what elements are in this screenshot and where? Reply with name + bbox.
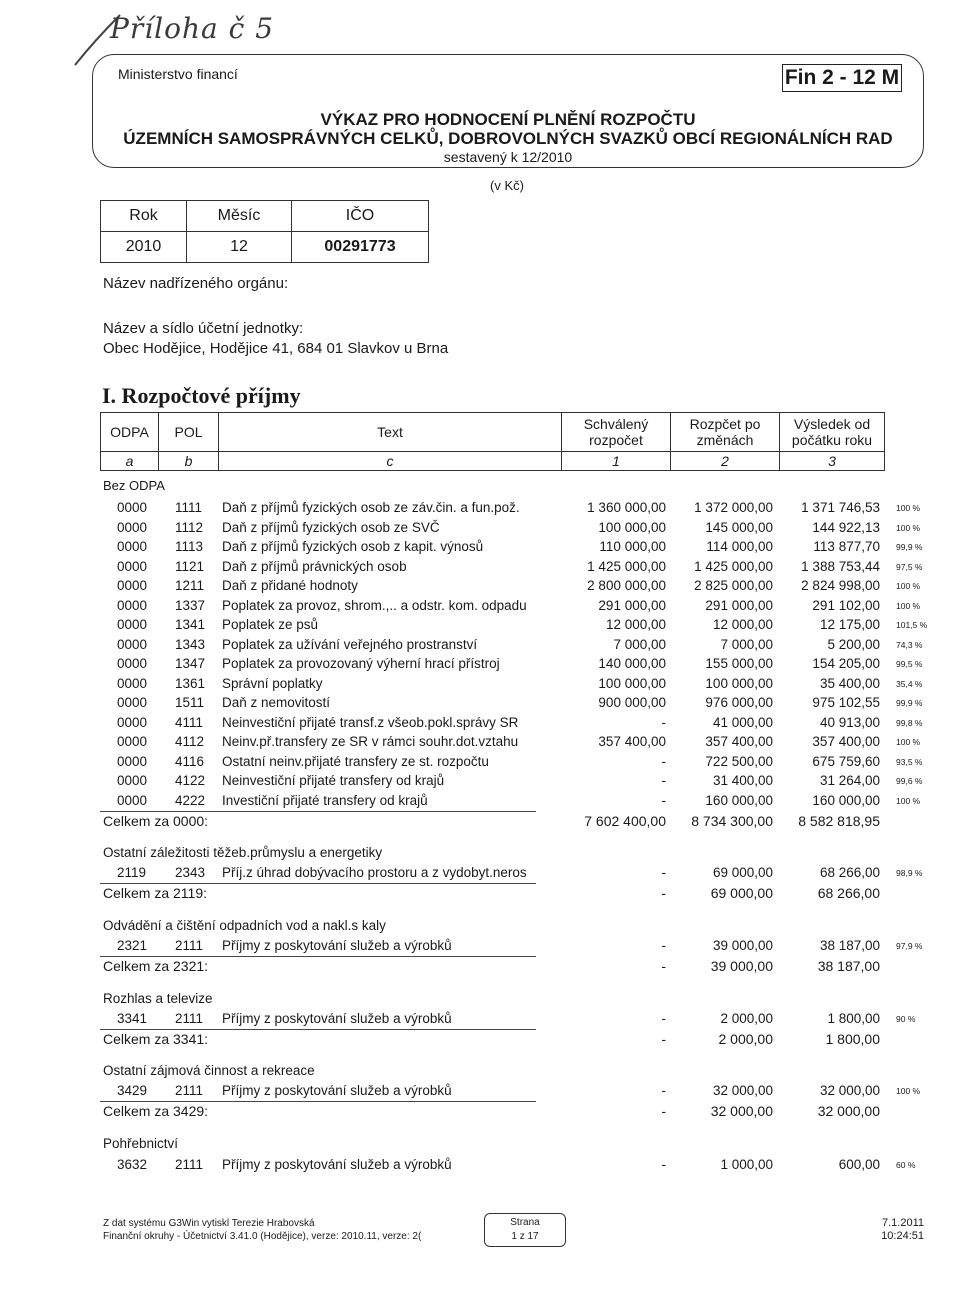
group-title: Rozhlas a televize — [103, 991, 213, 1006]
col-schvaleny-line1: Schválený — [583, 416, 649, 432]
row-schvaleny: 357 400,00 — [598, 734, 666, 749]
col-index-c: c — [219, 452, 562, 471]
total-row-2321 — [0, 958, 960, 978]
row-odpa: 0000 — [117, 500, 148, 515]
total-label: Celkem za 2321: — [103, 958, 209, 974]
section-title: I. Rozpočtové příjmy — [102, 383, 301, 408]
row-vysledek: 160 000,00 — [812, 792, 880, 808]
col-schvaleny-line2: rozpočet — [589, 432, 643, 448]
row-vysledek: 1 800,00 — [827, 1011, 880, 1026]
col-vysledek-line2: počátku roku — [791, 432, 873, 448]
nadrizeny-organ-label: Název nadřízeného orgánu: — [103, 275, 289, 292]
col-pol: POL — [159, 413, 219, 452]
mesic-value: 12 — [187, 232, 292, 263]
row-schvaleny: 1 425 000,00 — [587, 558, 666, 574]
table-row — [0, 938, 960, 958]
table-row — [0, 559, 960, 579]
row-percent: 100 % — [896, 581, 921, 591]
row-pol: 1111 — [175, 500, 203, 515]
print-date: 7.1.2011 — [881, 1217, 924, 1229]
row-pol: 1341 — [175, 617, 206, 632]
row-pol: 4116 — [175, 753, 205, 769]
row-text: Daň z příjmů právnických osob — [222, 558, 407, 574]
row-pol: 1113 — [175, 539, 204, 554]
row-percent: 100 % — [896, 737, 921, 747]
total-row-3429 — [0, 1103, 960, 1123]
table-row — [0, 695, 960, 715]
ucetni-jednotka-value: Obec Hodějice, Hodějice 41, 684 01 Slavkov u Brna — [103, 340, 449, 357]
group-title: Ostatní zájmová činnost a rekreace — [103, 1063, 315, 1078]
row-text: Příj.z úhrad dobývacího prostoru a z vydobyt.neros — [222, 865, 527, 880]
print-timestamp — [854, 1217, 924, 1243]
footer-printed-by: Z dat systému G3Win vytiskl Terezie Hrabovská — [103, 1218, 315, 1229]
row-percent: 100 % — [896, 503, 921, 513]
row-vysledek: 144 922,13 — [812, 519, 880, 535]
row-pol: 1211 — [175, 578, 205, 593]
row-text: Poplatek za provoz, shrom.,.. a odstr. kom. odpadu — [222, 597, 527, 613]
row-vysledek: 38 187,00 — [819, 938, 880, 953]
row-schvaleny: - — [661, 865, 666, 880]
row-pol: 1511 — [175, 695, 205, 710]
total-divider — [100, 883, 536, 884]
table-row — [0, 1083, 960, 1103]
total-vysledek: 68 266,00 — [817, 885, 880, 901]
row-percent: 99,5 % — [896, 659, 923, 669]
row-percent: 99,8 % — [896, 717, 923, 728]
row-percent: 101,5 % — [896, 620, 928, 630]
row-po-zmenach: 31 400,00 — [712, 773, 773, 788]
row-text: Investiční přijaté transfery od krajů — [222, 792, 428, 808]
row-odpa: 0000 — [117, 753, 148, 769]
total-vysledek: 38 187,00 — [817, 958, 880, 974]
row-odpa: 3341 — [117, 1011, 148, 1026]
row-percent: 100 % — [896, 1086, 921, 1096]
table-row — [0, 676, 960, 696]
row-pol: 2111 — [175, 1083, 204, 1098]
row-schvaleny: 1 360 000,00 — [587, 500, 666, 515]
row-po-zmenach: 722 500,00 — [705, 753, 773, 769]
row-po-zmenach: 160 000,00 — [705, 792, 773, 808]
row-pol: 1121 — [175, 558, 205, 574]
row-text: Příjmy z poskytování služeb a výrobků — [222, 938, 452, 953]
total-divider — [100, 1029, 536, 1030]
row-pol: 4222 — [175, 792, 206, 808]
row-percent: 99,9 % — [896, 698, 923, 708]
row-vysledek: 600,00 — [838, 1157, 880, 1172]
footer-print-info — [103, 1217, 421, 1243]
handwritten-note: Příloha č 5 — [110, 12, 275, 45]
table-row — [0, 734, 960, 754]
row-odpa: 0000 — [117, 519, 148, 535]
col-index-a: a — [101, 452, 159, 471]
table-row — [0, 617, 960, 637]
row-pol: 2111 — [175, 938, 204, 953]
col-index-3: 3 — [780, 452, 885, 471]
period-id-table — [100, 200, 429, 263]
currency-units: (v Kč) — [490, 178, 524, 193]
col-po-zmenach-line2: změnách — [696, 432, 754, 448]
row-schvaleny: 900 000,00 — [598, 695, 666, 710]
row-text: Poplatek ze psů — [222, 617, 319, 632]
row-vysledek: 2 824 998,00 — [801, 578, 880, 593]
total-schvaleny: - — [661, 1031, 666, 1047]
total-vysledek: 1 800,00 — [825, 1031, 880, 1047]
total-po-zmenach: 8 734 300,00 — [691, 813, 773, 829]
row-percent: 97,9 % — [896, 941, 923, 951]
col-odpa: ODPA — [101, 413, 159, 452]
row-vysledek: 975 102,55 — [812, 695, 880, 710]
row-schvaleny: - — [661, 1157, 666, 1172]
total-vysledek: 32 000,00 — [817, 1103, 880, 1119]
total-vysledek: 8 582 818,95 — [798, 813, 880, 829]
row-vysledek: 1 371 746,53 — [801, 500, 880, 515]
row-po-zmenach: 291 000,00 — [705, 597, 773, 613]
print-time: 10:24:51 — [881, 1230, 924, 1242]
row-po-zmenach: 100 000,00 — [705, 675, 773, 691]
row-schvaleny: - — [661, 1011, 666, 1026]
row-odpa: 0000 — [117, 675, 148, 691]
row-pol: 1337 — [175, 597, 206, 613]
ico-label: IČO — [292, 201, 429, 232]
bez-odpa-label: Bez ODPA — [103, 478, 165, 493]
row-schvaleny: 100 000,00 — [598, 675, 666, 691]
row-odpa: 0000 — [117, 734, 148, 749]
row-odpa: 0000 — [117, 656, 148, 671]
row-pol: 4122 — [175, 773, 206, 788]
row-percent: 97,5 % — [896, 561, 923, 572]
row-text: Poplatek za provozovaný výherní hrací přístroj — [222, 656, 500, 671]
row-text: Příjmy z poskytování služeb a výrobků — [222, 1011, 452, 1026]
total-schvaleny: - — [661, 958, 666, 974]
row-po-zmenach: 12 000,00 — [712, 617, 773, 632]
row-odpa: 3429 — [117, 1083, 148, 1098]
total-label: Celkem za 2119: — [103, 885, 208, 901]
total-label: Celkem za 3341: — [103, 1031, 209, 1047]
col-po-zmenach — [671, 413, 780, 452]
row-text: Neinvestiční přijaté transfery od krajů — [222, 773, 445, 788]
ministry-name: Ministerstvo financí — [118, 66, 238, 82]
total-label: Celkem za 0000: — [103, 813, 209, 829]
row-odpa: 0000 — [117, 617, 148, 632]
row-vysledek: 32 000,00 — [819, 1083, 880, 1098]
row-text: Správní poplatky — [222, 675, 323, 691]
group-title: Pohřebnictví — [103, 1136, 179, 1151]
row-schvaleny: 2 800 000,00 — [587, 578, 666, 593]
row-pol: 1347 — [175, 656, 206, 671]
rok-value: 2010 — [101, 232, 187, 263]
page-label: Strana — [510, 1217, 540, 1228]
row-schvaleny: 110 000,00 — [599, 539, 666, 554]
column-header-table — [100, 412, 885, 471]
total-po-zmenach: 2 000,00 — [718, 1031, 773, 1047]
row-pol: 1361 — [175, 675, 206, 691]
row-text: Ostatní neinv.přijaté transfery ze st. rozpočtu — [222, 753, 489, 769]
group-title: Odvádění a čištění odpadních vod a nakl.s kaly — [103, 918, 386, 933]
footer-system-version: Finanční okruhy - Účetnictví 3.41.0 (Hodějice), verze: 2010.11, verze: 2( — [103, 1231, 422, 1242]
row-vysledek: 35 400,00 — [819, 675, 880, 691]
row-po-zmenach: 32 000,00 — [712, 1083, 773, 1098]
row-text: Daň z příjmů fyzických osob ze SVČ — [222, 519, 440, 535]
col-text: Text — [219, 413, 562, 452]
row-schvaleny: - — [661, 1083, 666, 1098]
row-vysledek: 675 759,60 — [812, 753, 880, 769]
table-row — [0, 520, 960, 540]
table-row — [0, 715, 960, 735]
row-text: Daň z přidané hodnoty — [222, 578, 358, 593]
row-odpa: 0000 — [117, 558, 148, 574]
table-row — [0, 1157, 960, 1177]
row-po-zmenach: 1 425 000,00 — [694, 558, 773, 574]
report-title-line2: ÚZEMNÍCH SAMOSPRÁVNÝCH CELKŮ, DOBROVOLNÝCH SVAZKŮ OBCÍ REGIONÁLNÍCH RAD — [123, 129, 893, 148]
row-po-zmenach: 2 825 000,00 — [694, 578, 773, 593]
total-po-zmenach: 69 000,00 — [710, 885, 773, 901]
row-schvaleny: - — [661, 753, 666, 769]
table-row — [0, 865, 960, 885]
table-row — [0, 754, 960, 774]
table-row — [0, 656, 960, 676]
row-percent: 99,6 % — [896, 776, 923, 786]
table-row — [0, 637, 960, 657]
table-row — [0, 793, 960, 813]
total-po-zmenach: 39 000,00 — [710, 958, 773, 974]
total-divider — [100, 1101, 536, 1102]
row-vysledek: 40 913,00 — [819, 714, 880, 730]
col-po-zmenach-line1: Rozpčet po — [689, 416, 761, 432]
row-pol: 1112 — [175, 519, 204, 535]
row-text: Neinvestiční přijaté transf.z všeob.pokl.správy SR — [222, 714, 519, 730]
row-pol: 2111 — [175, 1011, 204, 1026]
row-percent: 93,5 % — [896, 756, 923, 767]
col-index-1: 1 — [562, 452, 671, 471]
row-schvaleny: 7 000,00 — [613, 636, 666, 652]
row-percent: 100 % — [896, 795, 921, 806]
row-text: Neinv.př.transfery ze SR v rámci souhr.dot.vztahu — [222, 734, 519, 749]
row-odpa: 0000 — [117, 714, 148, 730]
total-row-0000 — [0, 813, 960, 833]
col-vysledek — [780, 413, 885, 452]
report-subtitle: sestavený k 12/2010 — [443, 149, 573, 165]
table-row — [0, 578, 960, 598]
row-text: Poplatek za užívání veřejného prostranství — [222, 636, 478, 652]
page-indicator — [484, 1213, 566, 1247]
col-index-2: 2 — [671, 452, 780, 471]
row-percent: 100 % — [896, 600, 921, 611]
row-pol: 1343 — [175, 636, 206, 652]
col-index-b: b — [159, 452, 219, 471]
row-odpa: 0000 — [117, 597, 148, 613]
total-row-2119 — [0, 885, 960, 905]
row-odpa: 0000 — [117, 773, 148, 788]
table-row — [0, 598, 960, 618]
row-po-zmenach: 7 000,00 — [720, 636, 773, 652]
row-po-zmenach: 2 000,00 — [720, 1011, 773, 1026]
row-odpa: 0000 — [117, 539, 148, 554]
row-schvaleny: - — [661, 792, 666, 808]
mesic-label: Měsíc — [187, 201, 292, 232]
total-divider — [100, 811, 536, 812]
row-percent: 35,4 % — [896, 678, 923, 689]
total-schvaleny: - — [661, 885, 666, 901]
row-percent: 74,3 % — [896, 639, 923, 650]
ucetni-jednotka-label: Název a sídlo účetní jednotky: — [103, 320, 304, 337]
ico-value: 00291773 — [292, 232, 429, 263]
row-po-zmenach: 976 000,00 — [705, 695, 773, 710]
report-title-line1: VÝKAZ PRO HODNOCENÍ PLNĚNÍ ROZPOČTU — [320, 110, 696, 129]
row-schvaleny: 140 000,00 — [598, 656, 666, 671]
row-vysledek: 5 200,00 — [827, 636, 880, 652]
row-text: Příjmy z poskytování služeb a výrobků — [222, 1083, 452, 1098]
row-po-zmenach: 39 000,00 — [712, 938, 773, 953]
total-divider — [100, 956, 536, 957]
row-vysledek: 12 175,00 — [819, 617, 880, 632]
row-po-zmenach: 69 000,00 — [712, 865, 773, 880]
row-odpa: 2119 — [117, 865, 147, 880]
table-row — [0, 500, 960, 520]
row-po-zmenach: 145 000,00 — [705, 519, 773, 535]
row-text: Daň z příjmů fyzických osob z kapit. výnosů — [222, 539, 484, 554]
row-percent: 90 % — [896, 1014, 916, 1024]
row-schvaleny: 291 000,00 — [598, 597, 666, 613]
page-number: 1 z 17 — [511, 1231, 539, 1242]
group-title: Ostatní záležitosti těžeb.průmyslu a energetiky — [103, 845, 383, 860]
row-schvaleny: - — [661, 714, 666, 730]
row-vysledek: 154 205,00 — [812, 656, 880, 671]
row-odpa: 0000 — [117, 792, 148, 808]
form-code: Fin 2 - 12 M — [782, 64, 902, 92]
row-vysledek: 31 264,00 — [819, 773, 880, 788]
total-schvaleny: 7 602 400,00 — [584, 813, 666, 829]
row-pol: 2343 — [175, 865, 206, 880]
row-percent: 99,9 % — [896, 542, 923, 552]
row-schvaleny: - — [661, 938, 666, 953]
total-schvaleny: - — [661, 1103, 666, 1119]
row-vysledek: 291 102,00 — [812, 597, 880, 613]
row-po-zmenach: 155 000,00 — [705, 656, 773, 671]
rok-label: Rok — [101, 201, 187, 232]
row-percent: 98,9 % — [896, 868, 923, 878]
row-schvaleny: 100 000,00 — [598, 519, 666, 535]
total-row-3341 — [0, 1031, 960, 1051]
row-po-zmenach: 114 000,00 — [706, 539, 773, 554]
row-vysledek: 113 877,70 — [813, 539, 880, 554]
row-vysledek: 357 400,00 — [812, 734, 880, 749]
row-po-zmenach: 1 000,00 — [720, 1157, 773, 1172]
total-po-zmenach: 32 000,00 — [710, 1103, 773, 1119]
row-vysledek: 68 266,00 — [819, 865, 880, 880]
row-pol: 4112 — [175, 734, 205, 749]
table-row — [0, 1011, 960, 1031]
row-schvaleny: 12 000,00 — [605, 617, 666, 632]
total-label: Celkem za 3429: — [103, 1103, 209, 1119]
row-percent: 100 % — [896, 522, 921, 533]
row-schvaleny: - — [661, 773, 666, 788]
row-odpa: 2321 — [117, 938, 148, 953]
row-percent: 60 % — [896, 1160, 916, 1170]
row-text: Daň z příjmů fyzických osob ze záv.čin. a fun.pož. — [222, 500, 520, 515]
row-pol: 2111 — [175, 1157, 204, 1172]
row-odpa: 0000 — [117, 636, 148, 652]
table-row — [0, 539, 960, 559]
row-text: Příjmy z poskytování služeb a výrobků — [222, 1157, 452, 1172]
col-vysledek-line1: Výsledek od — [793, 416, 871, 432]
row-pol: 4111 — [175, 714, 204, 730]
row-odpa: 0000 — [117, 578, 148, 593]
table-row — [0, 773, 960, 793]
row-po-zmenach: 41 000,00 — [712, 714, 773, 730]
row-odpa: 3632 — [117, 1157, 148, 1172]
row-po-zmenach: 1 372 000,00 — [694, 500, 773, 515]
col-schvaleny — [562, 413, 671, 452]
row-odpa: 0000 — [117, 695, 148, 710]
row-po-zmenach: 357 400,00 — [705, 734, 773, 749]
row-vysledek: 1 388 753,44 — [801, 558, 880, 574]
row-text: Daň z nemovitostí — [222, 695, 331, 710]
